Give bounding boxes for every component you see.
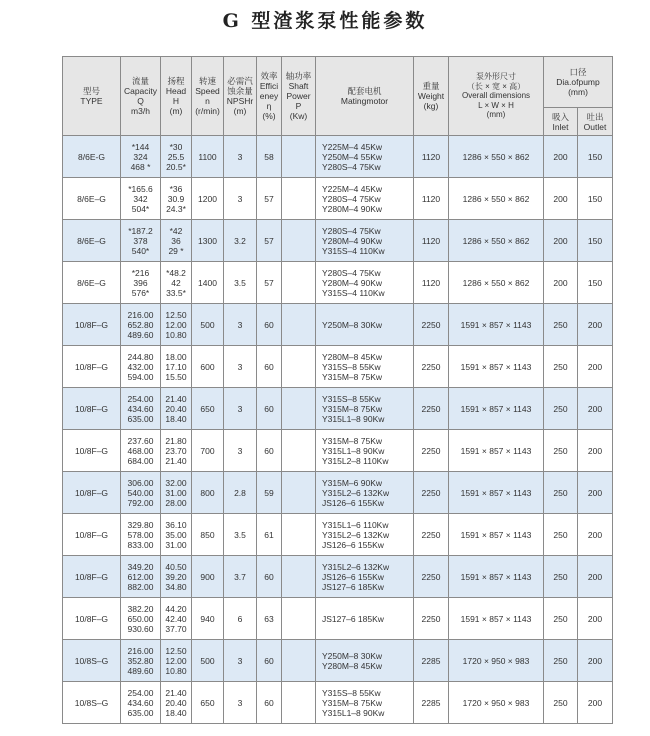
cell-inlet: 250	[544, 346, 578, 388]
cell-motor: Y315M–8 75Kw Y315L1–8 90Kw Y315L2–8 110Kw	[316, 430, 414, 472]
cell-head: 21.40 20.40 18.40	[161, 388, 192, 430]
cell-motor: Y280S–4 75Kw Y280M–4 90Kw Y315S–4 110Kw	[316, 220, 414, 262]
col-head: 扬程 Head H (m)	[161, 57, 192, 136]
col-npsh: 必需汽 蚀余量 NPSHr (m)	[224, 57, 257, 136]
table-row	[63, 220, 613, 262]
cell-head: 36.10 35.00 31.00	[161, 514, 192, 556]
table-row	[63, 388, 613, 430]
col-type: 型号 TYPE	[63, 57, 121, 136]
cell-weight: 2250	[414, 556, 449, 598]
table-row	[63, 262, 613, 304]
cell-shaft-power	[282, 220, 316, 262]
cell-type: 10/8F–G	[63, 430, 121, 472]
cell-inlet: 200	[544, 262, 578, 304]
cell-npsh: 3	[224, 346, 257, 388]
cell-speed: 900	[192, 556, 224, 598]
col-inlet: 吸入 Inlet	[544, 108, 578, 136]
cell-dimensions: 1591 × 857 × 1143	[449, 388, 544, 430]
cell-motor: Y315S–8 55Kw Y315M–8 75Kw Y315L1–8 90Kw	[316, 388, 414, 430]
cell-motor: Y250M–8 30Kw Y280M–8 45Kw	[316, 640, 414, 682]
cell-head: 21.80 23.70 21.40	[161, 430, 192, 472]
cell-motor: Y280S–4 75Kw Y280M–4 90Kw Y315S–4 110Kw	[316, 262, 414, 304]
cell-speed: 1100	[192, 136, 224, 178]
cell-capacity: 216.00 352.80 489.60	[121, 640, 161, 682]
cell-outlet: 200	[578, 472, 613, 514]
cell-speed: 850	[192, 514, 224, 556]
cell-inlet: 250	[544, 640, 578, 682]
cell-efficiency: 60	[257, 430, 282, 472]
cell-outlet: 200	[578, 346, 613, 388]
cell-shaft-power	[282, 430, 316, 472]
col-capacity: 流量 Capacity Q m3/h	[121, 57, 161, 136]
cell-speed: 1400	[192, 262, 224, 304]
cell-efficiency: 58	[257, 136, 282, 178]
cell-npsh: 3	[224, 136, 257, 178]
cell-weight: 2285	[414, 640, 449, 682]
cell-capacity: 216.00 652.80 489.60	[121, 304, 161, 346]
header-row	[63, 57, 613, 108]
cell-outlet: 200	[578, 682, 613, 724]
cell-type: 10/8F–G	[63, 472, 121, 514]
table-row	[63, 598, 613, 640]
cell-weight: 1120	[414, 136, 449, 178]
cell-capacity: *187.2 378 540*	[121, 220, 161, 262]
col-dimensions: 泵外形尺寸 （长 × 宽 × 高） Overall dimensions L × W × H (mm)	[449, 57, 544, 136]
cell-npsh: 3.5	[224, 262, 257, 304]
cell-weight: 2250	[414, 304, 449, 346]
cell-weight: 1120	[414, 178, 449, 220]
cell-head: 44.20 42.40 37.70	[161, 598, 192, 640]
cell-efficiency: 60	[257, 346, 282, 388]
cell-type: 10/8F–G	[63, 514, 121, 556]
cell-efficiency: 60	[257, 388, 282, 430]
cell-motor: Y315L1–6 110Kw Y315L2–6 132Kw JS126–6 155Kw	[316, 514, 414, 556]
cell-efficiency: 63	[257, 598, 282, 640]
cell-head: *30 25.5 20.5*	[161, 136, 192, 178]
cell-capacity: 349.20 612.00 882.00	[121, 556, 161, 598]
cell-outlet: 200	[578, 640, 613, 682]
cell-head: 32.00 31.00 28.00	[161, 472, 192, 514]
cell-outlet: 150	[578, 178, 613, 220]
cell-efficiency: 61	[257, 514, 282, 556]
cell-dimensions: 1286 × 550 × 862	[449, 262, 544, 304]
cell-motor: Y315L2–6 132Kw JS126–6 155Kw JS127–6 185Kw	[316, 556, 414, 598]
cell-inlet: 250	[544, 430, 578, 472]
cell-inlet: 250	[544, 388, 578, 430]
cell-shaft-power	[282, 136, 316, 178]
cell-outlet: 150	[578, 136, 613, 178]
cell-dimensions: 1720 × 950 × 983	[449, 682, 544, 724]
cell-speed: 500	[192, 304, 224, 346]
cell-head: 18.00 17.10 15.50	[161, 346, 192, 388]
cell-speed: 1300	[192, 220, 224, 262]
cell-outlet: 200	[578, 430, 613, 472]
cell-shaft-power	[282, 556, 316, 598]
col-efficiency: 效率 Effici eney η (%)	[257, 57, 282, 136]
cell-dimensions: 1286 × 550 × 862	[449, 178, 544, 220]
cell-capacity: *216 396 576*	[121, 262, 161, 304]
cell-dimensions: 1591 × 857 × 1143	[449, 346, 544, 388]
cell-shaft-power	[282, 178, 316, 220]
table-row	[63, 136, 613, 178]
cell-dimensions: 1591 × 857 × 1143	[449, 304, 544, 346]
cell-inlet: 250	[544, 304, 578, 346]
cell-type: 10/8F–G	[63, 598, 121, 640]
cell-capacity: 237.60 468.00 684.00	[121, 430, 161, 472]
cell-efficiency: 60	[257, 682, 282, 724]
cell-motor: Y225M–4 45Kw Y250M–4 55Kw Y280S–4 75Kw	[316, 136, 414, 178]
cell-npsh: 3	[224, 640, 257, 682]
cell-shaft-power	[282, 304, 316, 346]
cell-type: 10/8F–G	[63, 346, 121, 388]
cell-type: 8/6E–G	[63, 178, 121, 220]
cell-shaft-power	[282, 346, 316, 388]
col-outlet: 吐出 Outlet	[578, 108, 613, 136]
cell-type: 10/8F–G	[63, 388, 121, 430]
cell-outlet: 200	[578, 388, 613, 430]
cell-speed: 800	[192, 472, 224, 514]
col-shaft-power: 轴功率 Shaft Power P (Kw)	[282, 57, 316, 136]
cell-outlet: 200	[578, 556, 613, 598]
cell-speed: 700	[192, 430, 224, 472]
cell-capacity: 306.00 540.00 792.00	[121, 472, 161, 514]
cell-speed: 940	[192, 598, 224, 640]
cell-shaft-power	[282, 682, 316, 724]
cell-inlet: 200	[544, 136, 578, 178]
cell-inlet: 200	[544, 178, 578, 220]
cell-weight: 2250	[414, 472, 449, 514]
table-row	[63, 682, 613, 724]
cell-motor: Y280M–8 45Kw Y315S–8 55Kw Y315M–8 75Kw	[316, 346, 414, 388]
table-row	[63, 304, 613, 346]
cell-capacity: 254.00 434.60 635.00	[121, 388, 161, 430]
cell-outlet: 200	[578, 304, 613, 346]
cell-type: 10/8S–G	[63, 682, 121, 724]
cell-head: *48.2 42 33.5*	[161, 262, 192, 304]
cell-npsh: 3.5	[224, 514, 257, 556]
cell-inlet: 250	[544, 556, 578, 598]
cell-inlet: 250	[544, 682, 578, 724]
cell-dimensions: 1591 × 857 × 1143	[449, 430, 544, 472]
cell-type: 10/8F–G	[63, 556, 121, 598]
cell-type: 10/8S–G	[63, 640, 121, 682]
cell-dimensions: 1286 × 550 × 862	[449, 220, 544, 262]
cell-head: *36 30.9 24.3*	[161, 178, 192, 220]
cell-capacity: 244.80 432.00 594.00	[121, 346, 161, 388]
cell-shaft-power	[282, 514, 316, 556]
cell-shaft-power	[282, 598, 316, 640]
col-speed: 转速 Speed n (r/min)	[192, 57, 224, 136]
cell-efficiency: 60	[257, 640, 282, 682]
cell-weight: 2250	[414, 346, 449, 388]
cell-head: 12.50 12.00 10.80	[161, 304, 192, 346]
table-row	[63, 430, 613, 472]
cell-npsh: 3	[224, 430, 257, 472]
cell-weight: 2250	[414, 388, 449, 430]
col-motor: 配套电机 Matingmotor	[316, 57, 414, 136]
cell-efficiency: 60	[257, 556, 282, 598]
cell-npsh: 3	[224, 682, 257, 724]
cell-weight: 2250	[414, 598, 449, 640]
cell-capacity: 254.00 434.60 635.00	[121, 682, 161, 724]
cell-dimensions: 1720 × 950 × 983	[449, 640, 544, 682]
cell-shaft-power	[282, 262, 316, 304]
cell-motor: Y315M–6 90Kw Y315L2–6 132Kw JS126–6 155Kw	[316, 472, 414, 514]
col-weight: 重量 Weight (kg)	[414, 57, 449, 136]
cell-capacity: 382.20 650.00 930.60	[121, 598, 161, 640]
cell-speed: 650	[192, 388, 224, 430]
table-row	[63, 556, 613, 598]
cell-inlet: 250	[544, 472, 578, 514]
cell-weight: 2250	[414, 514, 449, 556]
cell-shaft-power	[282, 388, 316, 430]
cell-type: 8/6E–G	[63, 262, 121, 304]
cell-dimensions: 1591 × 857 × 1143	[449, 514, 544, 556]
cell-inlet: 250	[544, 514, 578, 556]
cell-outlet: 150	[578, 220, 613, 262]
cell-efficiency: 57	[257, 178, 282, 220]
cell-capacity: 329.80 578.00 833.00	[121, 514, 161, 556]
cell-inlet: 250	[544, 598, 578, 640]
cell-type: 8/6E–G	[63, 220, 121, 262]
cell-shaft-power	[282, 640, 316, 682]
cell-speed: 500	[192, 640, 224, 682]
cell-dimensions: 1591 × 857 × 1143	[449, 556, 544, 598]
cell-head: *42 36 29 *	[161, 220, 192, 262]
cell-head: 21.40 20.40 18.40	[161, 682, 192, 724]
cell-capacity: *165.6 342 504*	[121, 178, 161, 220]
cell-npsh: 3.7	[224, 556, 257, 598]
cell-efficiency: 57	[257, 220, 282, 262]
cell-head: 12.50 12.00 10.80	[161, 640, 192, 682]
cell-outlet: 200	[578, 514, 613, 556]
cell-speed: 600	[192, 346, 224, 388]
cell-type: 8/6E-G	[63, 136, 121, 178]
cell-npsh: 3	[224, 304, 257, 346]
cell-outlet: 150	[578, 262, 613, 304]
cell-efficiency: 57	[257, 262, 282, 304]
cell-weight: 2285	[414, 682, 449, 724]
cell-type: 10/8F–G	[63, 304, 121, 346]
cell-motor: Y225M–4 45Kw Y280S–4 75Kw Y280M–4 90Kw	[316, 178, 414, 220]
cell-weight: 1120	[414, 262, 449, 304]
cell-motor: Y250M–8 30Kw	[316, 304, 414, 346]
table-row	[63, 346, 613, 388]
cell-shaft-power	[282, 472, 316, 514]
cell-motor: JS127–6 185Kw	[316, 598, 414, 640]
cell-npsh: 3.2	[224, 220, 257, 262]
col-diameter: 口径 Dia.ofpump (mm)	[544, 57, 613, 108]
table-row	[63, 640, 613, 682]
cell-npsh: 3	[224, 178, 257, 220]
cell-efficiency: 60	[257, 304, 282, 346]
page-title: G 型渣浆泵性能参数	[222, 10, 428, 32]
table-row	[63, 178, 613, 220]
cell-dimensions: 1286 × 550 × 862	[449, 136, 544, 178]
cell-weight: 1120	[414, 220, 449, 262]
pump-performance-table	[62, 56, 613, 724]
cell-inlet: 200	[544, 220, 578, 262]
cell-motor: Y315S–8 55Kw Y315M–8 75Kw Y315L1–8 90Kw	[316, 682, 414, 724]
cell-head: 40.50 39.20 34.80	[161, 556, 192, 598]
table-row	[63, 472, 613, 514]
cell-dimensions: 1591 × 857 × 1143	[449, 598, 544, 640]
cell-outlet: 200	[578, 598, 613, 640]
cell-efficiency: 59	[257, 472, 282, 514]
cell-weight: 2250	[414, 430, 449, 472]
cell-npsh: 3	[224, 388, 257, 430]
table-row	[63, 514, 613, 556]
cell-dimensions: 1591 × 857 × 1143	[449, 472, 544, 514]
cell-speed: 1200	[192, 178, 224, 220]
cell-npsh: 2.8	[224, 472, 257, 514]
cell-capacity: *144 324 468 *	[121, 136, 161, 178]
cell-speed: 650	[192, 682, 224, 724]
cell-npsh: 6	[224, 598, 257, 640]
